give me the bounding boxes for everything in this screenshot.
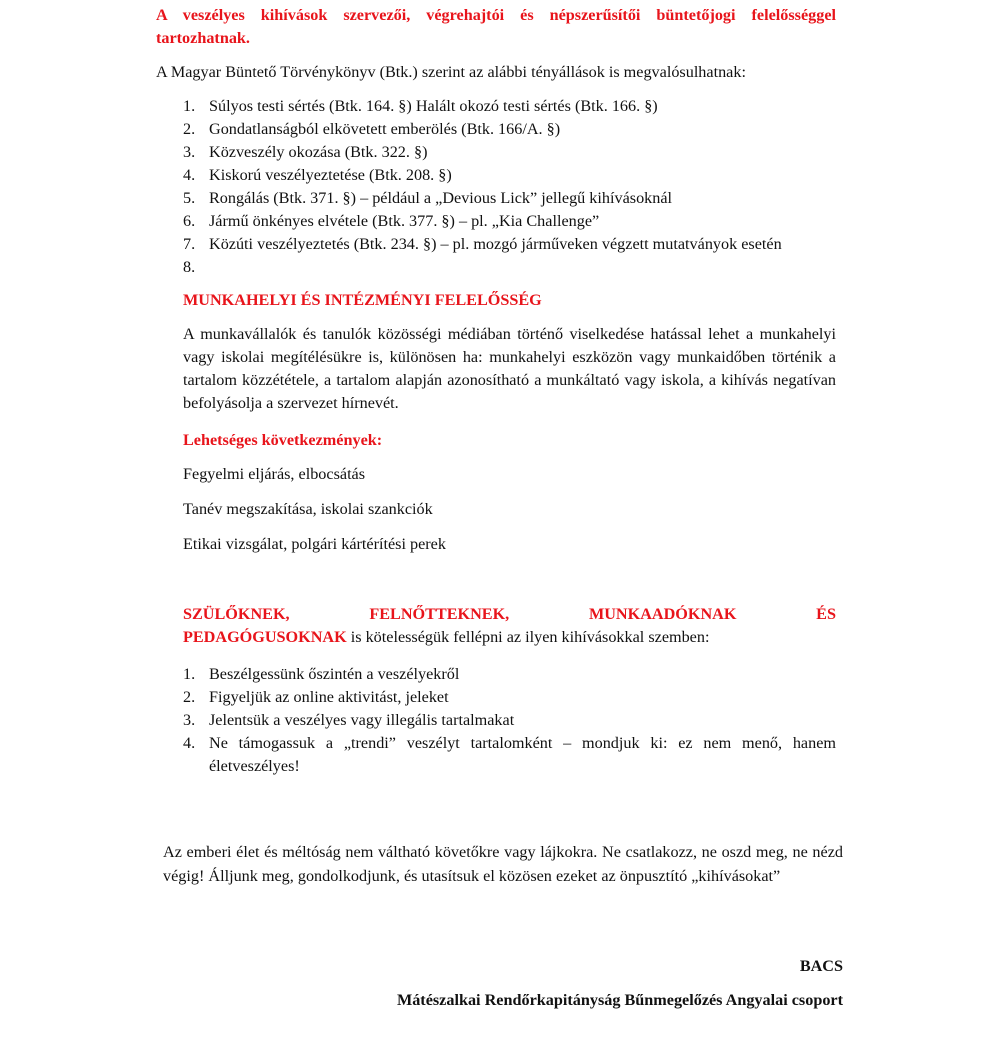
intro-headline: A veszélyes kihívások szervezői, végrehajtói és népszerűsítői büntetőjogi felelősséggel tartozhatnak. [156,6,836,47]
list-text: Gondatlanságból elkövetett emberölés (Btk. 166/A. §) [209,120,561,138]
signature-name: BACS [799,957,843,975]
list-number: 6. [183,212,196,230]
consequence-item: Tanév megszakítása, iskolai szankciók [183,500,433,518]
duty-word: ÉS [816,605,836,623]
duty-list [183,663,836,778]
list-number: 7. [183,235,196,253]
list-number: 1. [183,665,196,683]
list-text: Közveszély okozása (Btk. 322. §) [209,143,428,161]
list-number: 4. [183,734,196,752]
duty-heading-line1 [183,603,836,626]
duty-word: FELNŐTTEKNEK, [369,605,510,623]
list-text: Figyeljük az online aktivitást, jeleket [209,688,449,706]
list-text: Közúti veszélyeztetés (Btk. 234. §) – pl. mozgó járműveken végzett mutatványok esetén [209,235,782,253]
list-number: 4. [183,166,196,184]
duty-word: SZÜLŐKNEK, [183,605,290,623]
list-item [183,732,836,778]
list-number: 1. [183,97,196,115]
signature-org: Mátészalkai Rendőrkapitányság Bűnmegelőzés Angyalai csoport [396,991,843,1009]
list-number: 2. [183,688,196,706]
list-text: Kiskorú veszélyeztetése (Btk. 208. §) [209,166,452,184]
offense-list [183,95,843,279]
list-text: Beszélgessünk őszintén a veszélyekről [209,665,460,683]
list-text: Rongálás (Btk. 371. §) – például a „Devious Lick” jellegű kihívásoknál [209,189,673,207]
list-number: 3. [183,143,196,161]
list-text: Súlyos testi sértés (Btk. 164. §) Halált okozó testi sértés (Btk. 166. §) [209,97,658,115]
consequence-item: Fegyelmi eljárás, elbocsátás [183,465,366,483]
section-heading-workplace: MUNKAHELYI ÉS INTÉZMÉNYI FELELŐSSÉG [183,291,542,309]
list-text: Jelentsük a veszélyes vagy illegális tartalmakat [209,711,515,729]
duty-word: PEDAGÓGUSOKNAK [183,628,347,646]
consequences-heading: Lehetséges következmények: [183,431,383,449]
intro-lead: A Magyar Büntető Törvénykönyv (Btk.) szerint az alábbi tényállások is megvalósulhatnak: [156,63,746,81]
workplace-body: A munkavállalók és tanulók közösségi médiában történő viselkedése hatással lehet a munkahelyi vagy iskolai megítélésükre is, különösen ha: munkahelyi eszközön vagy munkaidőben történik a tartalom közzététele, a tartalom alapján azonosítható a munkáltató vagy iskola, a kihívás negatívan befolyásolja a szervezet hírnevét. [183,325,836,412]
duty-heading-line2 [183,626,709,649]
list-number: 3. [183,711,196,729]
list-text: Ne támogassuk a „trendi” veszélyt tartalomként – mondjuk ki: ez nem menő, hanem életveszélyes! [209,734,836,775]
duty-word: MUNKAADÓKNAK [588,605,737,623]
duty-rest-text: is kötelességük fellépni az ilyen kihívásokkal szemben: [346,628,710,646]
list-text: Jármű önkényes elvétele (Btk. 377. §) – pl. „Kia Challenge” [209,212,600,230]
list-number: 8. [183,258,196,276]
closing-paragraph: Az emberi élet és méltóság nem váltható követőkre vagy lájkokra. Ne csatlakozz, ne oszd meg, ne nézd végig! Álljunk meg, gondolkodjunk, és utasítsuk el közösen ezeket az önpusztító „kihívásokat” [163,843,843,885]
consequence-item: Etikai vizsgálat, polgári kártérítési perek [183,535,446,553]
list-number: 2. [183,120,196,138]
list-number: 5. [183,189,196,207]
